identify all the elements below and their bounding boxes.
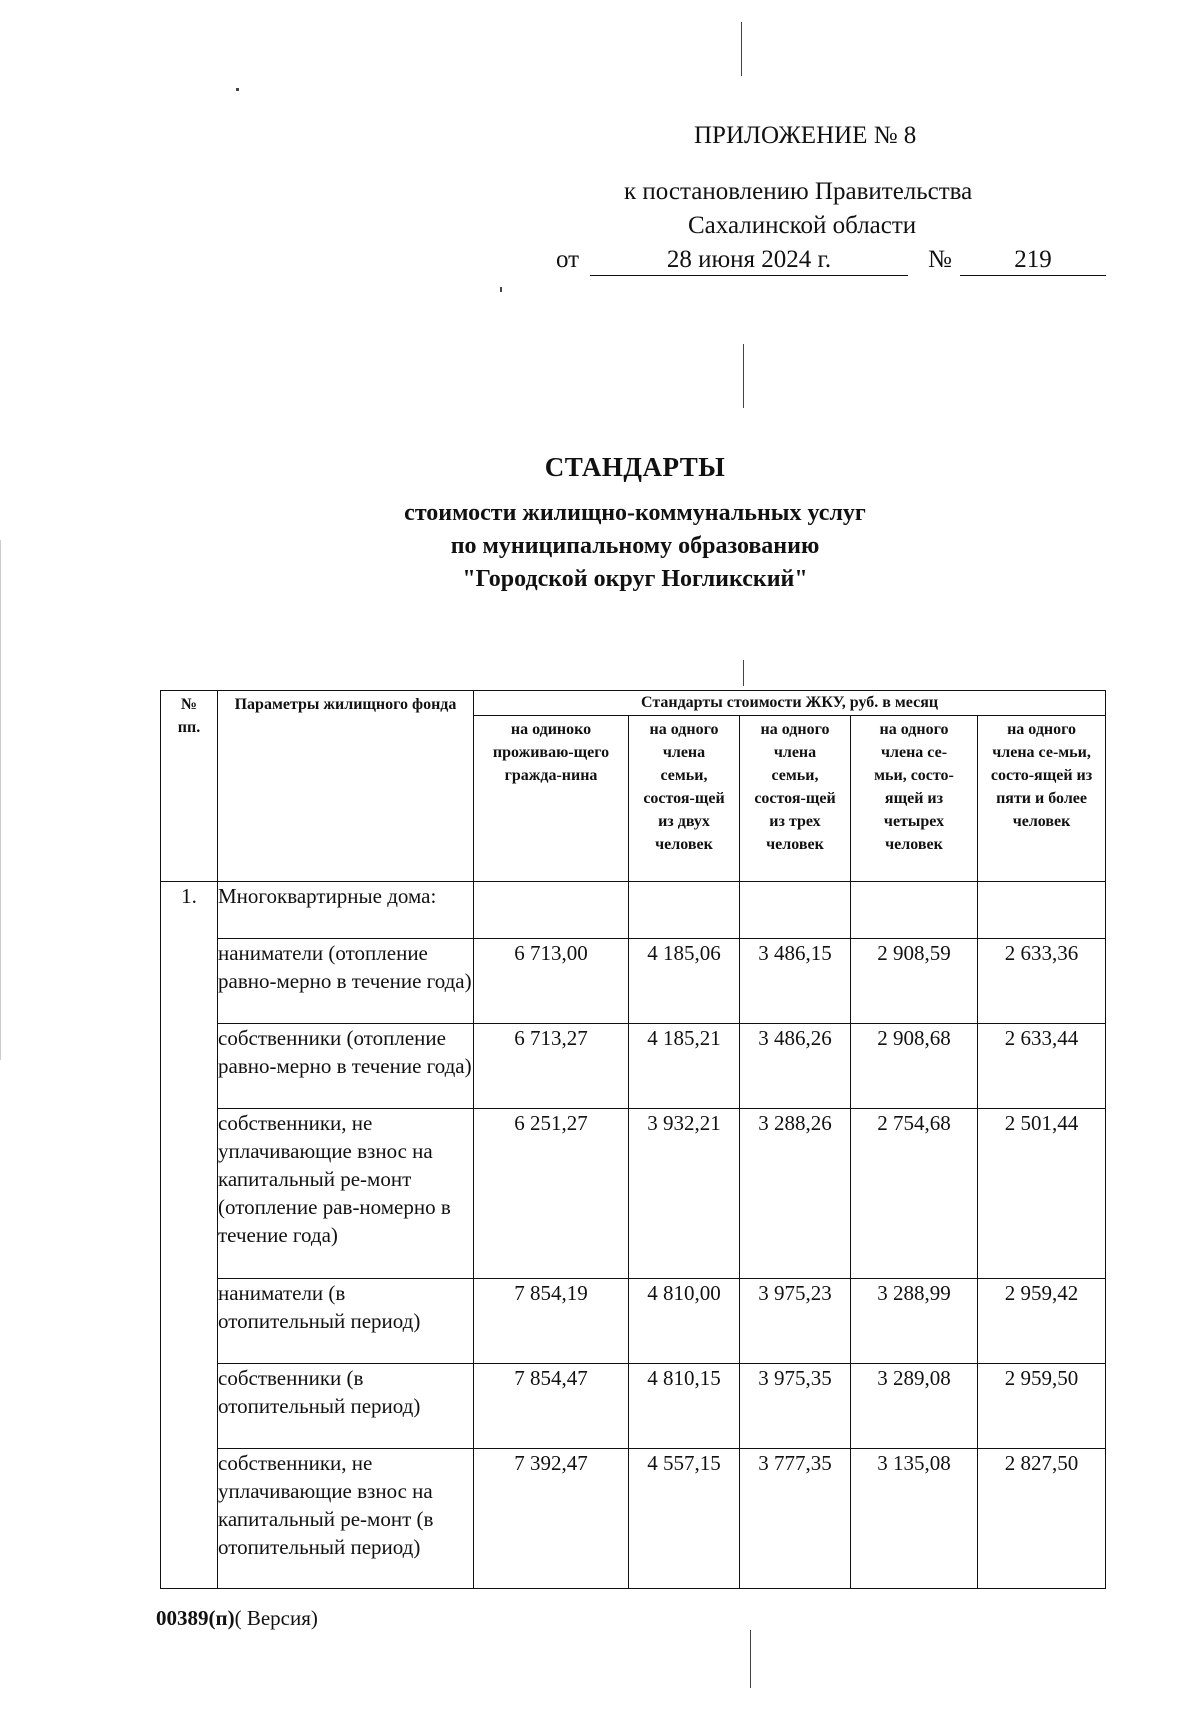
col-header-family-3: на одного члена семьи, состоя-щей из трех человек: [740, 716, 851, 882]
value-cell: 3 486,15: [740, 939, 851, 1024]
subtitle-line-2: по муниципальному образованию: [450, 533, 820, 559]
row-parameter: наниматели (в отопительный период): [218, 1279, 474, 1364]
value-cell: 2 633,44: [978, 1024, 1106, 1109]
value-cell: 3 135,08: [851, 1449, 978, 1589]
row-parameter: собственники (в отопительный период): [218, 1364, 474, 1449]
table-row: [161, 1449, 1106, 1589]
value-cell: 6 713,27: [474, 1024, 629, 1109]
value-cell: 4 185,06: [629, 939, 740, 1024]
value-cell: 2 754,68: [851, 1109, 978, 1279]
value-cell: 3 975,23: [740, 1279, 851, 1364]
table-row: [161, 939, 1106, 1024]
date-prefix: от: [556, 246, 580, 273]
scan-artifact: [500, 287, 502, 292]
col-header-number: № пп.: [161, 691, 218, 882]
reference-line-1: к постановлению Правительства: [624, 178, 973, 205]
value-cell: 2 501,44: [978, 1109, 1106, 1279]
value-cell: 2 827,50: [978, 1449, 1106, 1589]
col-group-header: Стандарты стоимости ЖКУ, руб. в месяц: [474, 691, 1106, 716]
value-cell: 7 854,47: [474, 1364, 629, 1449]
value-cell: 2 908,59: [851, 939, 978, 1024]
table-section-row: [161, 882, 1106, 939]
table-row: [161, 1109, 1106, 1279]
scan-artifact: [743, 344, 744, 408]
value-cell: 3 289,08: [851, 1364, 978, 1449]
value-cell: 4 185,21: [629, 1024, 740, 1109]
document-footer: [156, 1606, 318, 1631]
value-cell: 7 392,47: [474, 1449, 629, 1589]
value-cell: 4 810,00: [629, 1279, 740, 1364]
value-cell: 3 932,21: [629, 1109, 740, 1279]
value-cell: 7 854,19: [474, 1279, 629, 1364]
table-header-row: [161, 691, 1106, 716]
section-label: Многоквартирные дома:: [218, 882, 474, 939]
value-cell: 6 713,00: [474, 939, 629, 1024]
document-version: ( Версия): [234, 1606, 318, 1630]
scan-artifact: [750, 1630, 751, 1688]
row-parameter: собственники, не уплачивающие взнос на капитальный ре-монт (в отопительный период): [218, 1449, 474, 1589]
reference-line-2: Сахалинской области: [688, 212, 917, 239]
table-row: [161, 1279, 1106, 1364]
value-cell: 3 288,26: [740, 1109, 851, 1279]
value-cell: 2 959,42: [978, 1279, 1106, 1364]
annex-title: ПРИЛОЖЕНИЕ № 8: [694, 122, 917, 149]
scan-artifact: [236, 88, 239, 91]
col-header-parameters: Параметры жилищного фонда: [218, 691, 474, 882]
value-cell: 3 975,35: [740, 1364, 851, 1449]
col-header-family-2: на одного члена семьи, состоя-щей из двух человек: [629, 716, 740, 882]
row-parameter: собственники (отопление равно-мерно в течение года): [218, 1024, 474, 1109]
standards-table: [160, 690, 1106, 1589]
document-subtitle: [0, 497, 1200, 596]
value-cell: 3 486,26: [740, 1024, 851, 1109]
decree-date: 28 июня 2024 г.: [590, 246, 908, 276]
document-code: 00389(п): [156, 1606, 235, 1630]
value-cell: 6 251,27: [474, 1109, 629, 1279]
col-header-family-4: на одного члена се-мьи, состо-ящей из четырех человек: [851, 716, 978, 882]
document-title: СТАНДАРТЫ: [544, 452, 726, 482]
value-cell: 2 633,36: [978, 939, 1106, 1024]
value-cell: 3 777,35: [740, 1449, 851, 1589]
value-cell: 2 908,68: [851, 1024, 978, 1109]
col-header-single: на одиноко проживаю-щего гражда-нина: [474, 716, 629, 882]
number-prefix: №: [928, 246, 952, 273]
table-row: [161, 1024, 1106, 1109]
scan-artifact: [743, 660, 744, 686]
subtitle-line-3: "Городской округ Ногликский": [462, 566, 808, 592]
value-cell: 4 557,15: [629, 1449, 740, 1589]
scan-artifact: [741, 22, 742, 76]
table-row: [161, 1364, 1106, 1449]
col-header-family-5plus: на одного члена се-мьи, состо-ящей из пяти и более человек: [978, 716, 1106, 882]
scan-artifact: [0, 540, 1, 1060]
row-parameter: наниматели (отопление равно-мерно в течение года): [218, 939, 474, 1024]
value-cell: 4 810,15: [629, 1364, 740, 1449]
decree-number: 219: [960, 246, 1106, 276]
row-parameter: собственники, не уплачивающие взнос на капитальный ре-монт (отопление рав-номерно в течение года): [218, 1109, 474, 1279]
subtitle-line-1: стоимости жилищно-коммунальных услуг: [404, 500, 866, 526]
section-number: 1.: [161, 882, 218, 1589]
value-cell: 2 959,50: [978, 1364, 1106, 1449]
value-cell: 3 288,99: [851, 1279, 978, 1364]
